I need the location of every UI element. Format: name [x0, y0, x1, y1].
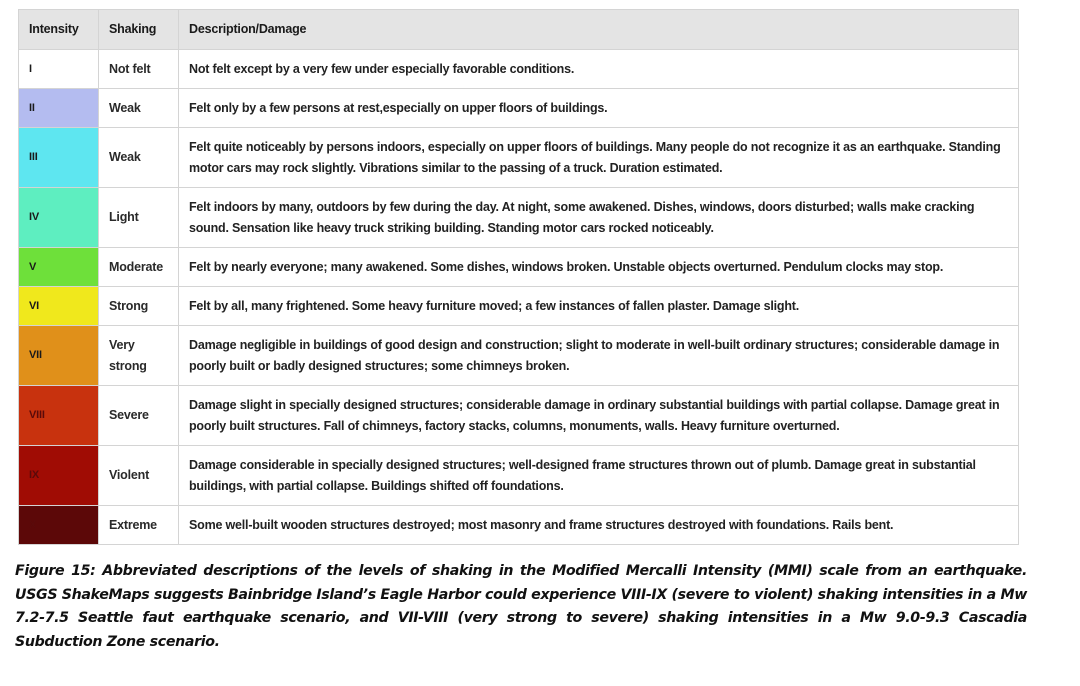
intensity-cell: X [19, 506, 99, 545]
table-header-row [19, 10, 1019, 50]
description-cell: Damage negligible in buildings of good design and construction; slight to moderate in well-built ordinary structures; considerable damage in poorly built or badly designed structures; some chimneys broken. [179, 326, 1019, 386]
shaking-cell: Weak [99, 128, 179, 188]
description-cell: Felt by all, many frightened. Some heavy furniture moved; a few instances of fallen plaster. Damage slight. [179, 287, 1019, 326]
description-cell: Damage slight in specially designed structures; considerable damage in ordinary substantial buildings with partial collapse. Damage great in poorly built structures. Fall of chimneys, factory stacks, columns, monuments, walls. Heavy furniture overturned. [179, 386, 1019, 446]
table-row [19, 386, 1019, 446]
intensity-cell: IX [19, 446, 99, 506]
table-row [19, 446, 1019, 506]
intensity-cell: VI [19, 287, 99, 326]
shaking-cell: Weak [99, 89, 179, 128]
table-row [19, 89, 1019, 128]
shaking-cell: Very strong [99, 326, 179, 386]
shaking-cell: Moderate [99, 248, 179, 287]
header-intensity: Intensity [19, 10, 99, 50]
description-cell: Felt indoors by many, outdoors by few during the day. At night, some awakened. Dishes, windows, doors disturbed; walls make cracking sound. Sensation like heavy truck striking building. Standing motor cars rocked noticeably. [179, 188, 1019, 248]
table-row [19, 287, 1019, 326]
shaking-cell: Not felt [99, 50, 179, 89]
shaking-cell: Violent [99, 446, 179, 506]
shaking-cell: Extreme [99, 506, 179, 545]
description-cell: Felt by nearly everyone; many awakened. Some dishes, windows broken. Unstable objects overturned. Pendulum clocks may stop. [179, 248, 1019, 287]
header-description: Description/Damage [179, 10, 1019, 50]
intensity-cell: III [19, 128, 99, 188]
table-row [19, 248, 1019, 287]
table-row [19, 128, 1019, 188]
description-cell: Felt only by a few persons at rest,especially on upper floors of buildings. [179, 89, 1019, 128]
table-row [19, 188, 1019, 248]
description-cell: Damage considerable in specially designed structures; well-designed frame structures thrown out of plumb. Damage great in substantial buildings, with partial collapse. Buildings shifted off foundations. [179, 446, 1019, 506]
table-body [19, 50, 1019, 545]
figure-caption: Figure 15: Abbreviated descriptions of the levels of shaking in the Modified Mercalli Intensity (MMI) scale from an earthquake. USGS ShakeMaps suggests Bainbridge Island’s Eagle Harbor could experience VIII-IX (severe to violent) shaking intensities in a Mw 7.2-7.5 Seattle faut earthquake scenario, and VII-VIII (very strong to severe) shaking intensities in a Mw 9.0-9.3 Cascadia Subduction Zone scenario. [15, 563, 1027, 650]
intensity-cell: II [19, 89, 99, 128]
intensity-cell: V [19, 248, 99, 287]
shaking-cell: Severe [99, 386, 179, 446]
intensity-cell: VII [19, 326, 99, 386]
description-cell: Not felt except by a very few under especially favorable conditions. [179, 50, 1019, 89]
description-cell: Felt quite noticeably by persons indoors, especially on upper floors of buildings. Many people do not recognize it as an earthquake. Standing motor cars may rock slightly. Vibrations similar to the passing of a truck. Duration estimated. [179, 128, 1019, 188]
table-row [19, 506, 1019, 545]
intensity-cell: I [19, 50, 99, 89]
description-cell: Some well-built wooden structures destroyed; most masonry and frame structures destroyed with foundations. Rails bent. [179, 506, 1019, 545]
shaking-cell: Strong [99, 287, 179, 326]
table-row [19, 326, 1019, 386]
header-shaking: Shaking [99, 10, 179, 50]
table-row [19, 50, 1019, 89]
intensity-cell: VIII [19, 386, 99, 446]
shaking-cell: Light [99, 188, 179, 248]
mmi-intensity-table [18, 9, 1019, 545]
intensity-cell: IV [19, 188, 99, 248]
